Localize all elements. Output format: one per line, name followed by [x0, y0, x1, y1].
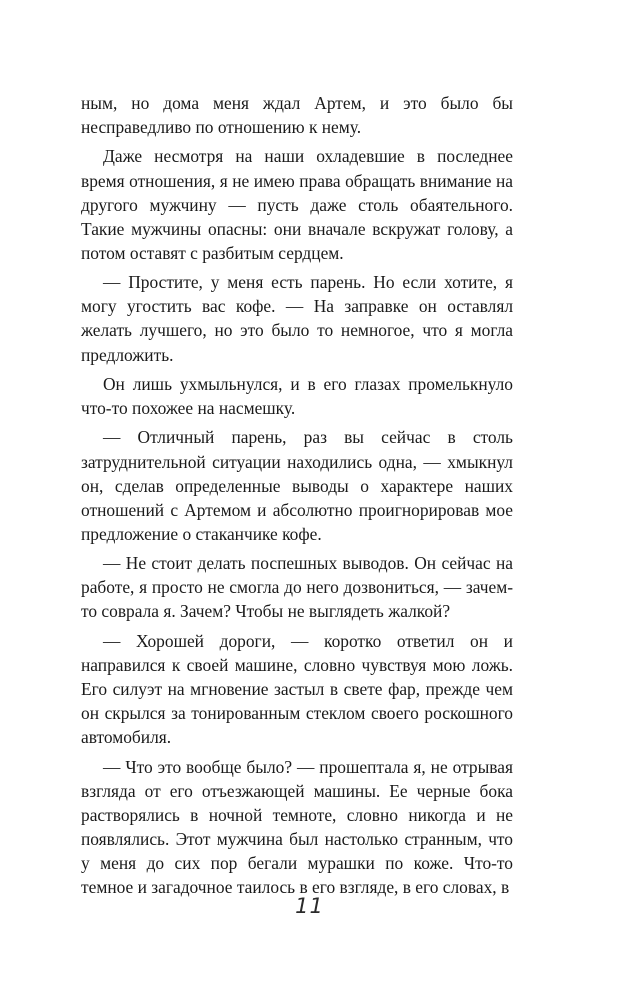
- paragraph-5: — Отличный парень, раз вы сейчас в столь затруднительной ситуации находились одна, — хмыкнул он, сделав определенные выводы о характере наших отношений с Артемом и абсолютно проигнорировав мое предложение о стаканчике кофе.: [81, 427, 513, 544]
- paragraph-2: Даже несмотря на наши охладевшие в последнее время отношения, я не имею права обращать внимание на другого мужчину — пусть даже столь обаятельного. Такие мужчины опасны: они вначале вскружат голову, а потом оставят с разбитым сердцем.: [81, 146, 513, 263]
- paragraph-1: ным, но дома меня ждал Артем, и это было бы несправедливо по отношению к нему.: [81, 93, 513, 138]
- paragraph-4: Он лишь ухмыльнулся, и в его глазах промелькнуло что-то похожее на насмешку.: [81, 373, 513, 419]
- paragraph-6: — Не стоит делать поспешных выводов. Он сейчас на работе, я просто не смогла до него дозвониться, — зачем-то соврала я. Зачем? Чтобы не выглядеть жалкой?: [81, 553, 513, 622]
- paragraph-8: — Что это вообще было? — прошептала я, не отрывая взгляда от его отъезжающей машины. Ее черные бока растворялись в ночной темноте, словно никогда и не появлялись. Этот мужчина был настолько странным, что у меня до сих пор бегали мурашки по коже. Что-то темное и загадочное таилось в его взгляде, в его словах, в: [81, 756, 513, 897]
- paragraph-7: — Хорошей дороги, — коротко ответил он и направился к своей машине, словно чувствуя мою ложь. Его силуэт на мгновение застыл в свете фар, прежде чем он скрылся за тонированным стеклом своего роскошного автомобиля.: [81, 630, 513, 748]
- page-text: [81, 91, 513, 904]
- page-number: 11: [295, 894, 324, 918]
- paragraph-3: — Простите, у меня есть парень. Но если хотите, я могу угостить вас кофе. — На заправке он оставлял желать лучшего, но это было то немногое, что я могла предложить.: [81, 272, 513, 365]
